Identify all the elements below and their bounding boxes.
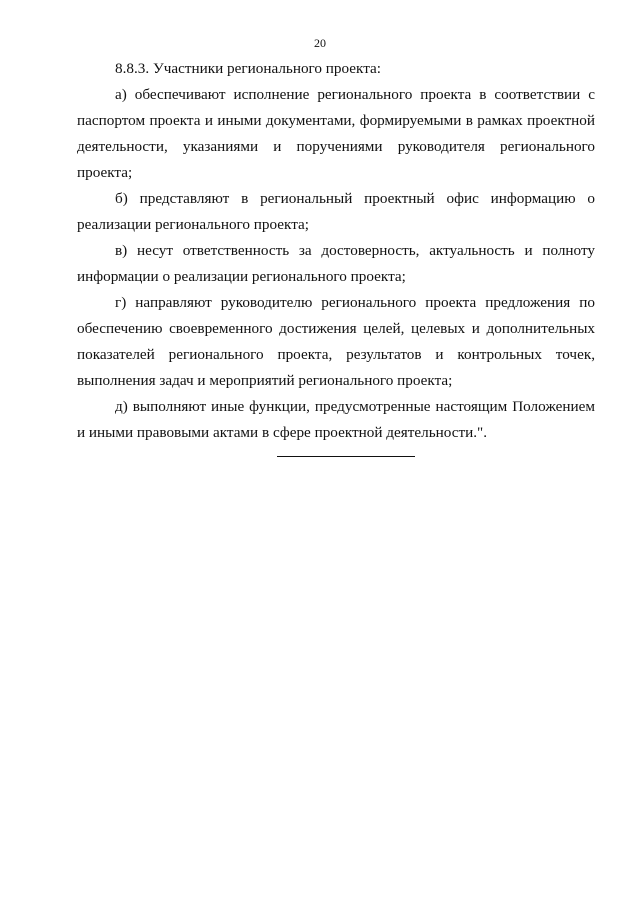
list-item-g: г) направляют руководителю регионального проекта предложения по обеспечению своевременного достижения целей, целевых и дополнительных показателей регионального проекта, результатов и контрольных точек, выполнения задач и мероприятий регионального проекта;	[77, 294, 595, 389]
list-item-b: б) представляют в региональный проектный офис информацию о реализации регионального проекта;	[77, 190, 595, 233]
document-body	[77, 56, 595, 446]
list-item-a: а) обеспечивают исполнение регионального проекта в соответствии с паспортом проекта и иными документами, формируемыми в рамках проектной деятельности, указаниями и поручениями руководителя регионального проекта;	[77, 86, 595, 181]
list-item-d: д) выполняют иные функции, предусмотренные настоящим Положением и иными правовыми актами в сфере проектной деятельности.".	[77, 398, 595, 441]
list-item-v: в) несут ответственность за достоверность, актуальность и полноту информации о реализации регионального проекта;	[77, 242, 595, 285]
page-number: 20	[314, 36, 326, 50]
section-heading-8-8-3: 8.8.3. Участники регионального проекта:	[115, 60, 381, 77]
end-divider-line	[277, 456, 415, 457]
